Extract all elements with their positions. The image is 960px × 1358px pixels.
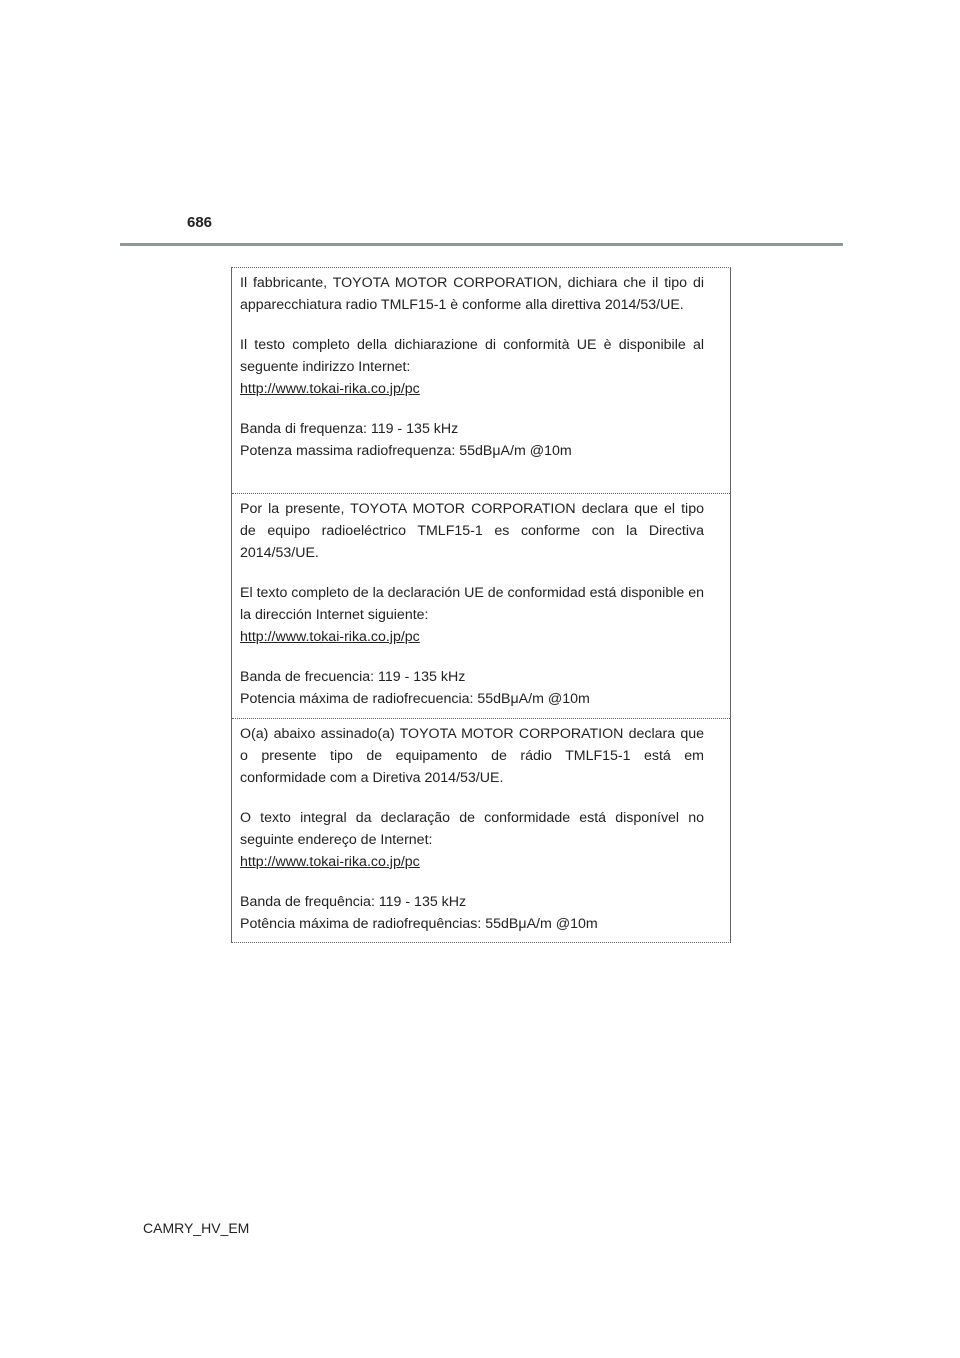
declaration-box <box>231 267 731 943</box>
availability-text: El texto completo de la declaración UE de conformidad está disponible en la dirección Internet siguiente: <box>240 585 704 623</box>
header-rule <box>120 243 843 246</box>
availability-text: Il testo completo della dichiarazione di conformità UE è disponibile al seguente indirizzo Internet: <box>240 337 704 375</box>
declaration-text: O(a) abaixo assinado(a) TOYOTA MOTOR CORPORATION declara que o presente tipo de equipamento de rádio TMLF15-1 está em conformidade com a Diretiva 2014/53/UE. <box>240 726 704 786</box>
declaration-link[interactable]: http://www.tokai-rika.co.jp/pc <box>240 854 420 870</box>
section-portuguese <box>232 718 730 942</box>
max-power: Potenza massima radiofrequenza: 55dBμA/m @10m <box>240 443 572 459</box>
availability-paragraph <box>240 582 704 648</box>
declaration-text: Il fabbricante, TOYOTA MOTOR CORPORATION, dichiara che il tipo di apparecchiatura radio TMLF15-1 è conforme alla direttiva 2014/53/UE. <box>240 275 704 313</box>
availability-text: O texto integral da declaração de conformidade está disponível no seguinte endereço de Internet: <box>240 810 704 848</box>
page-number: 686 <box>187 214 213 231</box>
section-italian <box>232 268 730 493</box>
availability-paragraph <box>240 334 704 400</box>
document-code: CAMRY_HV_EM <box>143 1220 250 1236</box>
specs-paragraph <box>240 418 704 462</box>
availability-paragraph <box>240 807 704 873</box>
frequency-band: Banda de frequência: 119 - 135 kHz <box>240 894 467 910</box>
frequency-band: Banda de frecuencia: 119 - 135 kHz <box>240 669 466 685</box>
section-spanish <box>232 493 730 718</box>
specs-paragraph <box>240 891 704 935</box>
declaration-link[interactable]: http://www.tokai-rika.co.jp/pc <box>240 381 420 397</box>
max-power: Potência máxima de radiofrequências: 55dBμA/m @10m <box>240 916 598 932</box>
frequency-band: Banda di frequenza: 119 - 135 kHz <box>240 421 459 437</box>
specs-paragraph <box>240 666 704 710</box>
max-power: Potencia máxima de radiofrecuencia: 55dBμA/m @10m <box>240 691 590 707</box>
declaration-link[interactable]: http://www.tokai-rika.co.jp/pc <box>240 629 420 645</box>
declaration-text: Por la presente, TOYOTA MOTOR CORPORATION declara que el tipo de equipo radioeléctrico TMLF15-1 es conforme con la Directiva 2014/53/UE. <box>240 501 704 561</box>
